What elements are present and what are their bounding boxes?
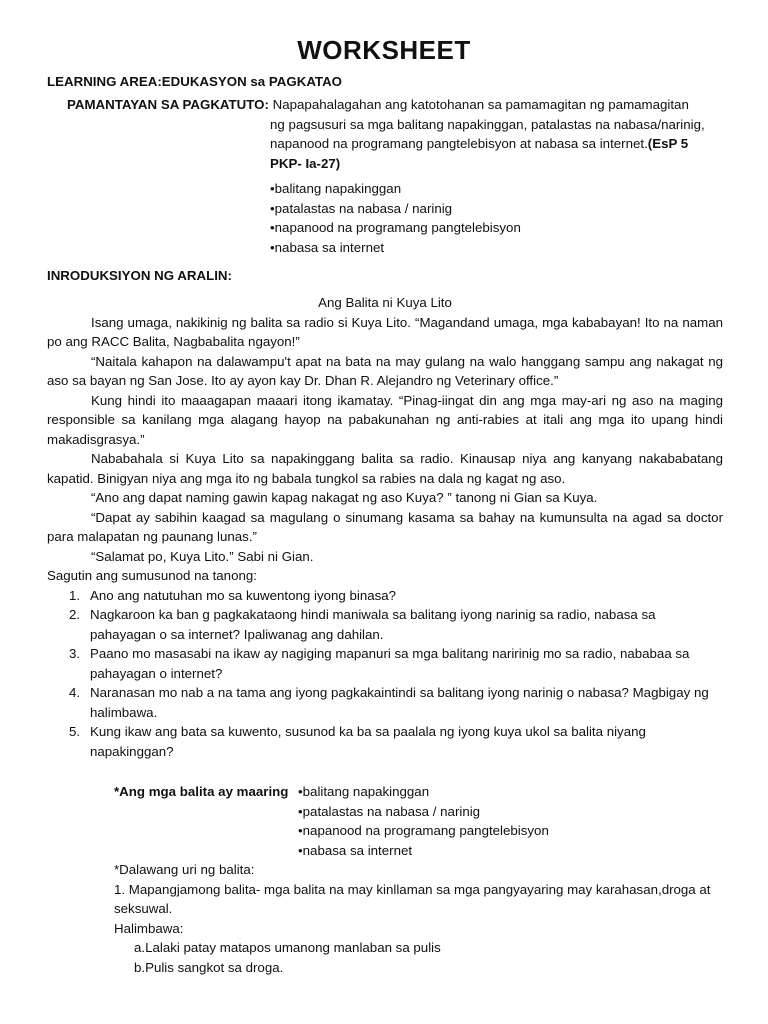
notes-bullet-item: •balitang napakinggan bbox=[298, 784, 430, 799]
top-bullet-item: •napanood na programang pangtelebisyon bbox=[270, 220, 521, 235]
intro-heading: INRODUKSIYON NG ARALIN: bbox=[47, 268, 232, 283]
question-number: 4. bbox=[69, 685, 81, 700]
standard-text-1: Napapahalagahan ang katotohanan sa pamamagitan ng pamamagitan bbox=[272, 97, 689, 112]
note-row bbox=[47, 782, 723, 802]
top-bullet-item: •patalastas na nabasa / narinig bbox=[270, 200, 453, 216]
example-label: Halimbawa: bbox=[114, 920, 184, 936]
standard-text-3: napanood na programang pangtelebisyon at nabasa sa internet. bbox=[270, 136, 648, 151]
question-item bbox=[47, 605, 723, 644]
question-item bbox=[47, 683, 723, 722]
question-number: 3. bbox=[69, 646, 81, 661]
notes-lead: *Ang mga balita ay maaring bbox=[114, 784, 289, 799]
standard-line-2: ng pagsusuri sa mga balitang napakinggan, patalastas na nabasa/narinig, bbox=[270, 116, 705, 132]
note-row bbox=[47, 821, 723, 841]
story-paragraph: Isang umaga, nakikinig ng balita sa radio si Kuya Lito. “Magandand umaga, mga kababayan! Ito na naman po ang RACC Balita, Nagbabalita ngayon!” bbox=[47, 314, 723, 349]
story-section bbox=[47, 293, 723, 761]
example-item: a.Lalaki patay matapos umanong manlaban sa pulis bbox=[134, 940, 441, 955]
questions-label: Sagutin ang sumusunod na tanong: bbox=[47, 568, 257, 583]
story-paragraph: “Naitala kahapon na dalawampu't apat na bata na may gulang na walo hanggang sampu ang nakagat ng aso sa bayan ng San Jose. Ito ay ayon kay Dr. Dhan R. Alejandro ng Veterinary office.” bbox=[47, 353, 723, 388]
notes-bullet-item: •nabasa sa internet bbox=[298, 842, 413, 858]
notes-bullet-item: •napanood na programang pangtelebisyon bbox=[298, 823, 549, 838]
question-item bbox=[47, 722, 723, 761]
top-bullet-list bbox=[270, 179, 521, 257]
question-number: 5. bbox=[69, 724, 81, 739]
example-item: b.Pulis sangkot sa droga. bbox=[134, 959, 284, 975]
question-text: Ano ang natutuhan mo sa kuwentong iyong binasa? bbox=[90, 587, 397, 603]
story-paragraph: “Dapat ay sabihin kaagad sa magulang o sinumang kasama sa bahay na kumunsulta na agad sa doctor para malapatan ng paunang lunas.” bbox=[47, 509, 723, 544]
story-paragraph: “Salamat po, Kuya Lito.” Sabi ni Gian. bbox=[91, 548, 314, 564]
story-paragraph: Kung hindi ito maaagapan maaari itong ikamatay. “Pinag-iingat din ang mga may-ari ng aso na maging responsible sa kanilang mga alagang hayop na pabakunahan ng anti-rabies at itali ang mga ito upang hindi makadisgrasya.” bbox=[47, 392, 723, 447]
notes-bullet-item: •patalastas na nabasa / narinig bbox=[298, 803, 481, 819]
question-text: Naranasan mo nab a na tama ang iyong pagkakaintindi sa balitang iyong narinig o nabasa? Magbigay ng halimbawa. bbox=[90, 685, 709, 720]
learning-standard bbox=[67, 95, 722, 173]
top-bullet-item: •nabasa sa internet bbox=[270, 239, 385, 255]
question-number: 1. bbox=[69, 587, 81, 603]
standard-label: PAMANTAYAN SA PAGKATUTO: bbox=[67, 97, 269, 112]
question-text: Kung ikaw ang bata sa kuwento, susunod ka ba sa paalala ng iyong kuya ukol sa balita niyang napakinggan? bbox=[90, 724, 646, 759]
question-item bbox=[47, 644, 723, 683]
top-bullet-item: •balitang napakinggan bbox=[270, 181, 402, 196]
news-type-definition: 1. Mapangjamong balita- mga balita na may kinllaman sa mga pangyayaring may karahasan,droga at seksuwal. bbox=[114, 881, 711, 916]
learning-area: LEARNING AREA:EDUKASYON sa PAGKATAO bbox=[47, 74, 343, 89]
story-paragraph: Nababahala si Kuya Lito sa napakinggang balita sa radio. Kinausap niya ang kanyang nakababatang kapatid. Binigyan niya ang mga ito ng babala tungkol sa rabies na dala ng kagat ng aso. bbox=[47, 451, 723, 486]
news-types-label: *Dalawang uri ng balita: bbox=[114, 862, 255, 877]
story-paragraph: “Ano ang dapat naming gawin kapag nakagat ng aso Kuya? ” tanong ni Gian sa Kuya. bbox=[91, 490, 598, 505]
notes-section bbox=[47, 782, 723, 977]
question-number: 2. bbox=[69, 607, 81, 622]
page-title: WORKSHEET bbox=[297, 35, 471, 65]
note-row bbox=[47, 802, 723, 822]
standard-code-b: PKP- Ia-27) bbox=[270, 155, 341, 171]
question-text: Nagkaroon ka ban g pagkakataong hindi maniwala sa balitang iyong narinig sa radio, nabasa sa pahayagan o sa internet? Ipaliwanag ang dahilan. bbox=[90, 607, 656, 642]
standard-line-3 bbox=[270, 134, 722, 154]
question-item bbox=[47, 586, 723, 606]
question-list bbox=[47, 586, 723, 762]
standard-line-1 bbox=[67, 95, 722, 115]
story-title: Ang Balita ni Kuya Lito bbox=[318, 295, 452, 310]
question-text: Paano mo masasabi na ikaw ay nagiging mapanuri sa mga balitang naririnig mo sa radio, nababaa sa pahayagan o internet? bbox=[90, 646, 690, 681]
note-row bbox=[47, 841, 723, 861]
standard-code-a: (EsP 5 bbox=[647, 136, 689, 151]
